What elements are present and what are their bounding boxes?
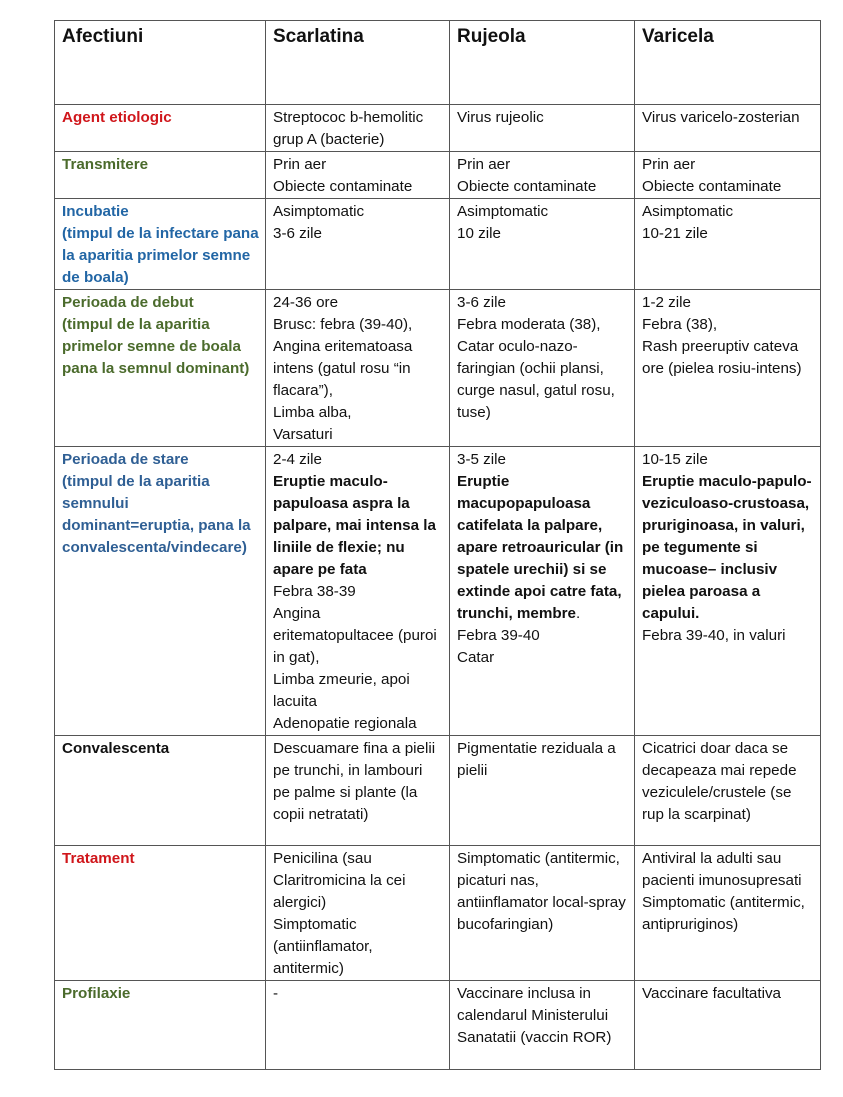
label-incubatie: Incubatie (timpul de la infectare pana la aparitia primelor semne de boala) <box>55 199 266 290</box>
label-perioada-debut: Perioada de debut (timpul de la aparitia primelor semne de boala pana la semnul dominant) <box>55 290 266 447</box>
label-perioada-stare: Perioada de stare (timpul de la aparitia semnului dominant=eruptia, pana la convalescenta/vindecare) <box>55 447 266 736</box>
cell-varicela: Vaccinare facultativa <box>635 981 821 1070</box>
row-agent-etiologic <box>55 105 821 152</box>
label-agent-etiologic: Agent etiologic <box>55 105 266 152</box>
duration-text: 10-15 zile <box>642 451 708 468</box>
cell-scarlatina: Descuamare fina a pielii pe trunchi, in lambouri pe palme si plante (la copii netratati) <box>266 736 450 846</box>
cell-varicela: Antiviral la adulti sau pacienti imunosupresati Simptomatic (antitermic, antipruriginos) <box>635 846 821 981</box>
cell-varicela: Cicatrici doar daca se decapeaza mai repede veziculele/crustele (se rup la scarpinat) <box>635 736 821 846</box>
cell-rujeola: Prin aer Obiecte contaminate <box>450 152 635 199</box>
label-transmitere: Transmitere <box>55 152 266 199</box>
cell-varicela: Asimptomatic 10-21 zile <box>635 199 821 290</box>
cell-scarlatina <box>266 447 450 736</box>
cell-scarlatina: Penicilina (sau Claritromicina la cei alergici) Simptomatic (antiinflamator, antitermic) <box>266 846 450 981</box>
duration-text: 3-5 zile <box>457 451 506 468</box>
header-scarlatina: Scarlatina <box>266 21 450 105</box>
cell-scarlatina: Streptococ b-hemolitic grup A (bacterie) <box>266 105 450 152</box>
header-rujeola: Rujeola <box>450 21 635 105</box>
row-tratament <box>55 846 821 981</box>
cell-rujeola: Asimptomatic 10 zile <box>450 199 635 290</box>
cell-rujeola: Virus rujeolic <box>450 105 635 152</box>
row-convalescenta <box>55 736 821 846</box>
header-row <box>55 21 821 105</box>
row-perioada-stare <box>55 447 821 736</box>
label-tratament: Tratament <box>55 846 266 981</box>
label-profilaxie: Profilaxie <box>55 981 266 1070</box>
cell-rujeola: Pigmentatie reziduala a pielii <box>450 736 635 846</box>
cell-scarlatina: - <box>266 981 450 1070</box>
row-transmitere <box>55 152 821 199</box>
label-convalescenta: Convalescenta <box>55 736 266 846</box>
duration-text: 2-4 zile <box>273 451 322 468</box>
header-afectiuni: Afectiuni <box>55 21 266 105</box>
cell-rujeola <box>450 447 635 736</box>
eruption-description: Eruptie maculo-papulo-veziculoaso-crustoasa, pruriginoasa, in valuri, pe tegumente si mucoase– inclusiv pielea paroasa a capului. <box>642 473 812 622</box>
cell-scarlatina: Prin aer Obiecte contaminate <box>266 152 450 199</box>
eruption-description: Eruptie macupopapuloasa catifelata la palpare, apare retroauricular (in spatele urechii) si se extinde apoi catre fata, trunchi, membre <box>457 473 624 622</box>
symptom-list: Febra 39-40, in valuri <box>642 627 786 644</box>
header-varicela: Varicela <box>635 21 821 105</box>
cell-varicela <box>635 447 821 736</box>
cell-scarlatina: Asimptomatic 3-6 zile <box>266 199 450 290</box>
cell-varicela: Virus varicelo-zosterian <box>635 105 821 152</box>
cell-varicela: 1-2 zile Febra (38), Rash preeruptiv cateva ore (pielea rosiu-intens) <box>635 290 821 447</box>
cell-rujeola: Vaccinare inclusa in calendarul Ministerului Sanatatii (vaccin ROR) <box>450 981 635 1070</box>
cell-rujeola: 3-6 zile Febra moderata (38), Catar oculo-nazo-faringian (ochii plansi, curge nasul, gatul rosu, tuse) <box>450 290 635 447</box>
comparison-table <box>54 20 821 1070</box>
cell-scarlatina: 24-36 ore Brusc: febra (39-40), Angina eritematoasa intens (gatul rosu “in flacara”), Limba alba, Varsaturi <box>266 290 450 447</box>
cell-varicela: Prin aer Obiecte contaminate <box>635 152 821 199</box>
row-incubatie <box>55 199 821 290</box>
eruption-description: Eruptie maculo-papuloasa aspra la palpare, mai intensa la liniile de flexie; nu apare pe fata <box>273 473 436 578</box>
symptom-list: Febra 38-39 Angina eritematopultacee (puroi in gat), Limba zmeurie, apoi lacuita Adenopatie regionala <box>273 583 437 732</box>
row-profilaxie <box>55 981 821 1070</box>
symptom-list: . Febra 39-40 Catar <box>457 605 581 666</box>
row-perioada-debut <box>55 290 821 447</box>
cell-rujeola: Simptomatic (antitermic, picaturi nas, antiinflamator local-spray bucofaringian) <box>450 846 635 981</box>
